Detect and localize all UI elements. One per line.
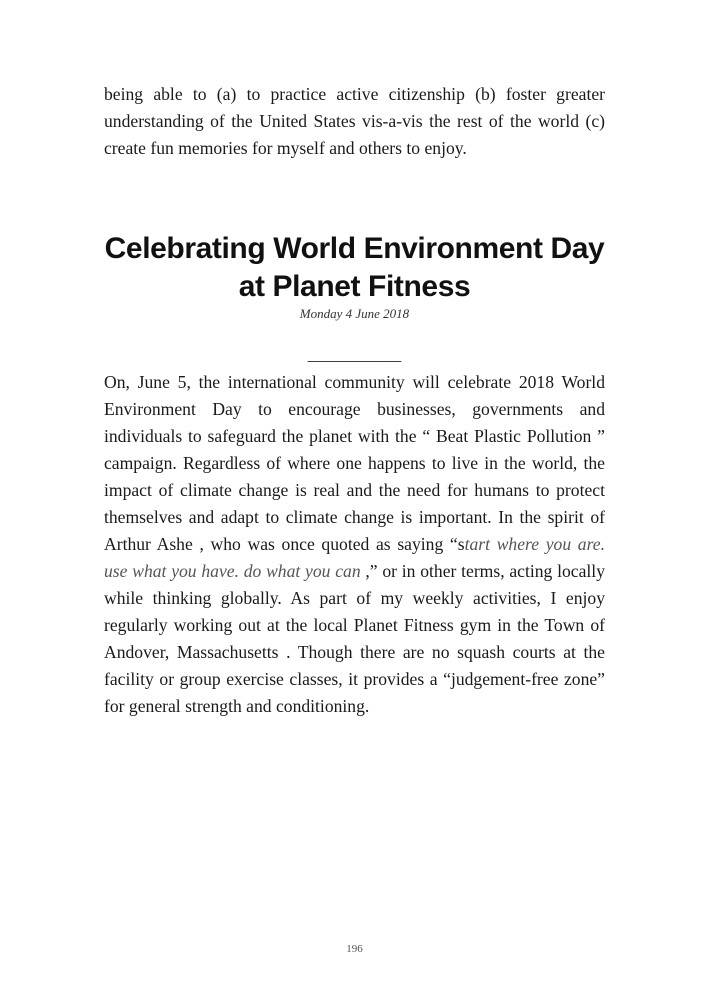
article-body-quote: tart where you are. use what you have. do what you can — [104, 534, 605, 581]
article-title-line-1: Celebrating World Environment Day — [104, 232, 605, 265]
document-page — [104, 0, 605, 992]
article-title — [100, 230, 609, 306]
article-body-part-1: On, June 5, the international community will celebrate 2018 World Environment Day to encourage businesses, governments and individuals to safeguard the planet with the “ Beat Plastic Pollution ” campaign. Regardless of where one happens to live in the world, the impact of climate change is real and the need for humans to protect themselves and adapt to climate change is important. In the spirit of Arthur Ashe , who was once quoted as saying “s — [104, 372, 605, 554]
article-body-part-2: ,” or in other terms, acting locally while thinking globally. As part of my weekly activities, I enjoy regularly working out at the local Planet Fitness gym in the Town of Andover, Massachusetts . Though there are no squash courts at the facility or group exercise classes, it provides a “judgement-free zone” for general strength and conditioning. — [104, 561, 605, 716]
page-number: 196 — [346, 943, 363, 955]
intro-paragraph: being able to (a) to practice active citizenship (b) foster greater understanding of the United States vis-a-vis the rest of the world (c) create fun memories for myself and others to enjoy. — [104, 84, 605, 158]
article-title-line-2: at Planet Fitness — [238, 270, 471, 303]
separator-line: ___________ — [307, 345, 402, 364]
article-date: Monday 4 June 2018 — [299, 306, 410, 321]
article-body — [104, 369, 605, 720]
